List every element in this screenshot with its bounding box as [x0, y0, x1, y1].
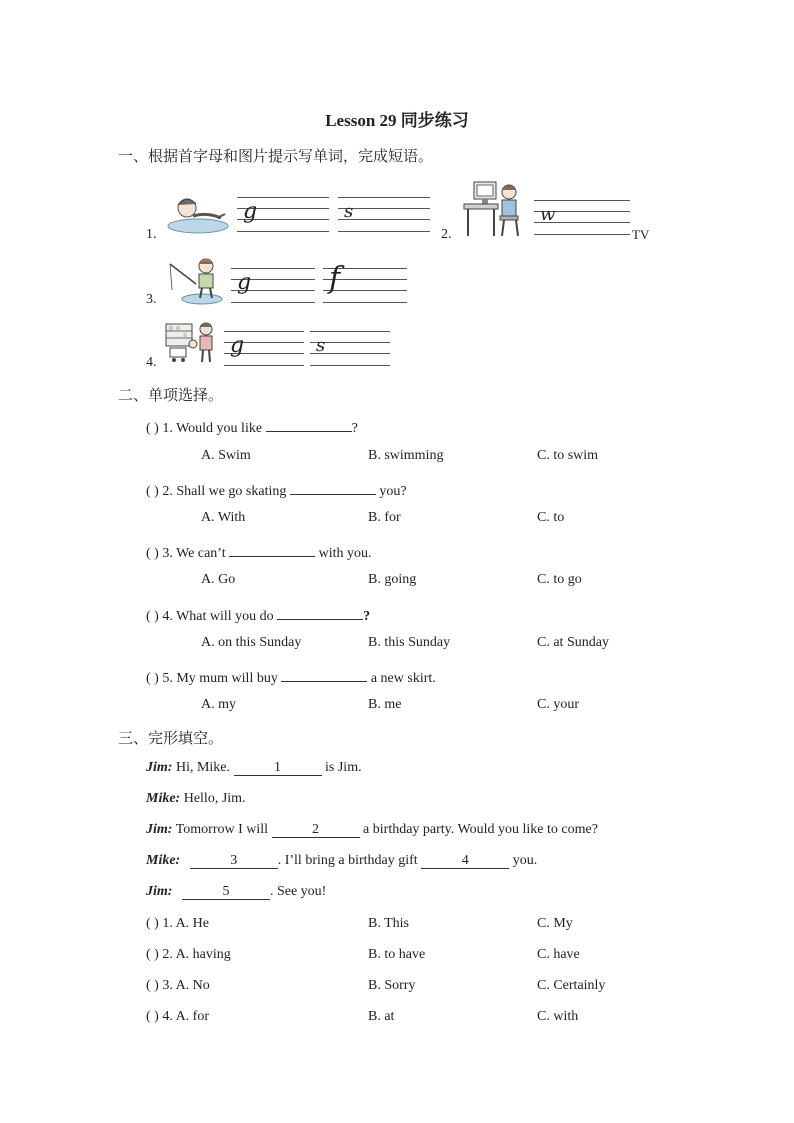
cloze-blank-2[interactable]: 2 [272, 822, 360, 838]
dialogue-text: . I’ll bring a birthday gift [277, 853, 418, 868]
option-c[interactable]: C. your [537, 697, 579, 712]
question-text-end: ? [351, 421, 358, 436]
question-text: 4. What will you do [162, 609, 274, 624]
hint-letter: s [344, 201, 354, 222]
cloze-blank-1[interactable]: 1 [234, 760, 322, 776]
question-number: 1. [162, 916, 173, 931]
item-3-writing-grid-2[interactable] [323, 261, 407, 302]
question-number: 4. [162, 1009, 173, 1024]
answer-bracket[interactable]: ( ) [146, 978, 159, 993]
children-shopping-icon [164, 320, 220, 366]
option-a[interactable]: A. on this Sunday [201, 635, 302, 650]
section-3-heading: 三、完形填空。 [118, 731, 224, 747]
option-a[interactable]: A. Go [201, 572, 236, 587]
question-text-end: you? [379, 484, 407, 499]
answer-blank[interactable] [290, 479, 376, 495]
mc-question-4 [146, 604, 370, 625]
answer-bracket[interactable]: ( ) [146, 947, 159, 962]
option-c[interactable]: C. with [537, 1009, 579, 1024]
item-4-writing-grid-1[interactable] [224, 331, 304, 365]
answer-bracket[interactable]: ( ) [146, 916, 159, 931]
speaker-name: Jim: [146, 822, 173, 837]
question-text: 1. Would you like [162, 421, 263, 436]
section-2-heading: 二、单项选择。 [118, 388, 224, 404]
mc-question-1 [146, 416, 358, 437]
mc-question-2 [146, 479, 407, 500]
hint-letter: f [329, 261, 341, 296]
item-1-number: 1. [146, 227, 157, 242]
option-b[interactable]: B. going [368, 572, 417, 587]
answer-blank[interactable] [281, 666, 367, 682]
item-1-writing-grid-1[interactable] [237, 197, 329, 231]
option-b[interactable]: B. this Sunday [368, 635, 451, 650]
option-a[interactable]: A. Swim [201, 448, 251, 463]
option-c[interactable]: C. to go [537, 572, 582, 587]
dialogue-text: Tomorrow I will [175, 822, 269, 837]
item-3-writing-grid-1[interactable] [231, 268, 315, 302]
cloze-question-4 [146, 1009, 209, 1025]
question-text-end: a new skirt. [370, 671, 436, 686]
option-b[interactable]: B. at [368, 1009, 395, 1024]
cloze-blank-3[interactable]: 3 [190, 853, 278, 869]
answer-bracket[interactable]: ( ) [146, 609, 159, 624]
option-a[interactable]: A. No [175, 978, 210, 993]
item-4-writing-grid-2[interactable] [310, 331, 390, 365]
dialogue-text: is Jim. [325, 760, 362, 775]
option-c[interactable]: C. to [537, 510, 565, 525]
question-text: 2. Shall we go skating [162, 484, 287, 499]
dialogue-line-2 [146, 791, 246, 807]
option-c[interactable]: C. to swim [537, 448, 599, 463]
answer-blank[interactable] [266, 416, 352, 432]
item-2-number: 2. [441, 227, 452, 242]
speaker-name: Mike: [146, 853, 181, 868]
option-c[interactable]: C. at Sunday [537, 635, 609, 650]
cloze-question-3 [146, 978, 210, 994]
answer-bracket[interactable]: ( ) [146, 1009, 159, 1024]
speaker-name: Mike: [146, 791, 181, 806]
mc-question-5 [146, 666, 436, 687]
hint-letter: s [316, 335, 326, 356]
option-a[interactable]: A. With [201, 510, 246, 525]
mc-question-3 [146, 541, 372, 562]
option-c[interactable]: C. have [537, 947, 580, 962]
dialogue-text: Hi, Mike. [175, 760, 231, 775]
option-b[interactable]: B. This [368, 916, 409, 931]
dialogue-text: . See you! [269, 884, 327, 899]
cloze-question-1 [146, 916, 209, 932]
hint-letter: g [237, 270, 252, 295]
girl-swimming-icon [165, 190, 231, 236]
dialogue-line-5 [146, 884, 326, 900]
item-2-writing-grid-1[interactable] [534, 200, 630, 234]
question-text-end: ? [363, 609, 371, 624]
speaker-name: Jim: [146, 884, 173, 899]
dialogue-line-4 [146, 853, 537, 869]
option-c[interactable]: C. My [537, 916, 573, 931]
answer-bracket[interactable]: ( ) [146, 546, 159, 561]
option-b[interactable]: B. Sorry [368, 978, 416, 993]
answer-bracket[interactable]: ( ) [146, 484, 159, 499]
item-2-suffix: TV [632, 227, 650, 242]
dialogue-text: Hello, Jim. [183, 791, 246, 806]
dialogue-line-3 [146, 822, 598, 838]
dialogue-text: a birthday party. Would you like to come? [363, 822, 598, 837]
option-b[interactable]: B. me [368, 697, 402, 712]
question-text-end: with you. [318, 546, 372, 561]
cloze-blank-5[interactable]: 5 [182, 884, 270, 900]
answer-blank[interactable] [229, 541, 315, 557]
speaker-name: Jim: [146, 760, 173, 775]
dialogue-line-1 [146, 760, 362, 776]
cloze-blank-4[interactable]: 4 [421, 853, 509, 869]
section-1-heading: 一、根据首字母和图片提示写单词，完成短语。 [118, 149, 434, 165]
hint-letter: g [243, 199, 258, 224]
page-title: Lesson 29 同步练习 [325, 111, 469, 130]
answer-bracket[interactable]: ( ) [146, 671, 159, 686]
option-b[interactable]: B. to have [368, 947, 426, 962]
option-a[interactable]: A. He [175, 916, 209, 931]
question-number: 2. [162, 947, 173, 962]
option-b[interactable]: B. for [368, 510, 401, 525]
option-a[interactable]: A. for [175, 1009, 209, 1024]
dialogue-text: you. [512, 853, 538, 868]
boy-fishing-icon [166, 256, 224, 306]
answer-blank[interactable] [277, 604, 363, 620]
item-4-number: 4. [146, 355, 157, 370]
hint-letter: w [540, 204, 556, 225]
item-1-writing-grid-2[interactable] [338, 197, 430, 231]
hint-letter: g [230, 333, 245, 358]
cloze-question-2 [146, 947, 231, 963]
option-c[interactable]: C. Certainly [537, 978, 606, 993]
answer-bracket[interactable]: ( ) [146, 421, 159, 436]
question-text: 5. My mum will buy [162, 671, 278, 686]
question-text: 3. We can’t [162, 546, 226, 561]
question-number: 3. [162, 978, 173, 993]
boy-at-computer-icon [462, 178, 524, 240]
option-a[interactable]: A. having [175, 947, 231, 962]
option-a[interactable]: A. my [201, 697, 236, 712]
option-b[interactable]: B. swimming [368, 448, 444, 463]
item-3-number: 3. [146, 292, 157, 307]
